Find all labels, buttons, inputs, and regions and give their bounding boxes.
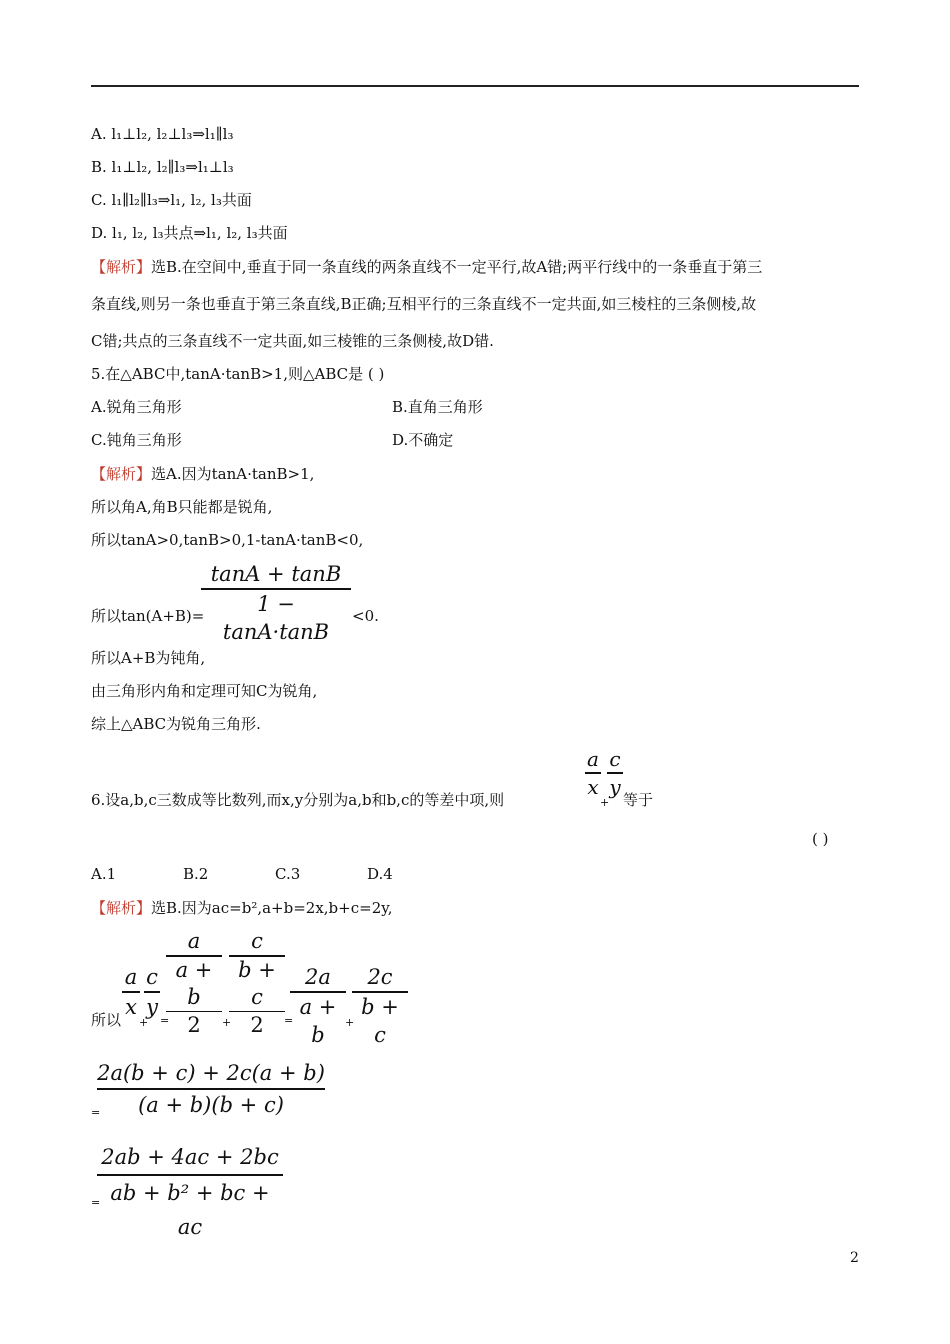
tan-sum-fraction bbox=[201, 560, 351, 646]
solution-5-line-7: 综上△ABC为锐角三角形. bbox=[91, 715, 261, 733]
solution-tag: 【解析】 bbox=[91, 465, 152, 483]
solution-5-suffix: <0. bbox=[352, 607, 379, 625]
fraction-denominator: 2 bbox=[187, 1013, 201, 1037]
fraction-denominator: x bbox=[125, 994, 137, 1019]
fraction-numerator: a bbox=[124, 965, 138, 989]
question-5-stem bbox=[91, 364, 384, 384]
plus-sign: + bbox=[139, 1016, 149, 1029]
fraction-numerator: 2ab + 4ac + 2bc bbox=[101, 1145, 279, 1169]
fraction-denominator: ab + b² + bc + ac bbox=[110, 1180, 270, 1239]
fraction-numerator: 2a(b + c) + 2c(a + b) bbox=[97, 1061, 325, 1085]
two-c-fraction bbox=[352, 963, 408, 1049]
solution-5-line-2: 所以角A,角B只能都是锐角, bbox=[91, 498, 273, 516]
solution-4-line-2: 条直线,则另一条也垂直于第三条直线,B正确;互相平行的三条直线不一定共面,如三棱柱的三条侧棱,故 bbox=[91, 295, 757, 313]
solution-6-line-1 bbox=[91, 898, 393, 918]
fraction-denominator: y bbox=[146, 994, 158, 1019]
fraction-denominator: y bbox=[609, 774, 621, 799]
solution-4-line-1 bbox=[91, 257, 762, 277]
solution-5-line-3: 所以tanA>0,tanB>0,1-tanA·tanB<0, bbox=[91, 531, 364, 549]
fraction-numerator: c bbox=[251, 929, 263, 953]
expanded-fraction bbox=[97, 1140, 283, 1244]
c-over-mean-fraction bbox=[229, 928, 285, 1039]
option-a: A. l₁⊥l₂, l₂⊥l₃⇒l₁∥l₃ bbox=[91, 125, 234, 143]
plus-sign: + bbox=[600, 796, 610, 809]
question-6-tail: 等于 bbox=[623, 791, 654, 809]
solution-tag: 【解析】 bbox=[91, 899, 152, 917]
equals-sign: = bbox=[160, 1014, 170, 1027]
fraction-denominator: a + b bbox=[299, 994, 337, 1047]
plus-sign: + bbox=[222, 1016, 232, 1029]
solution-5-prefix: 所以tan(A+B)= bbox=[91, 607, 205, 625]
q5-option-c: C.钝角三角形 bbox=[91, 431, 182, 449]
q6-option-c: C.3 bbox=[275, 865, 301, 883]
fraction-numerator: c bbox=[146, 965, 158, 989]
equals-sign: = bbox=[284, 1014, 294, 1027]
q6-option-a: A.1 bbox=[91, 865, 117, 883]
combined-fraction bbox=[97, 1058, 325, 1120]
solution-5-line-1 bbox=[91, 464, 314, 484]
equals-sign: = bbox=[91, 1196, 101, 1209]
page-number: 2 bbox=[850, 1250, 859, 1266]
q6-option-d: D.4 bbox=[367, 865, 393, 883]
solution-4-line-3: C错;共点的三条直线不一定共面,如三棱锥的三条侧棱,故D错. bbox=[91, 332, 494, 350]
q5-option-b: B.直角三角形 bbox=[392, 398, 483, 416]
fraction-numerator: 2a bbox=[305, 965, 331, 989]
q6-option-b: B.2 bbox=[183, 865, 209, 883]
solution-5-line-6: 由三角形内角和定理可知C为锐角, bbox=[91, 682, 318, 700]
c-over-y-fraction bbox=[607, 746, 623, 800]
fraction-denominator: 1 − tanA·tanB bbox=[222, 591, 330, 644]
fraction-denominator: (a + b)(b + c) bbox=[138, 1092, 284, 1117]
solution-tag: 【解析】 bbox=[91, 258, 152, 276]
solution-6-prefix: 所以 bbox=[91, 1011, 122, 1029]
fraction-numerator: a bbox=[187, 929, 201, 953]
a-over-mean-fraction bbox=[166, 928, 222, 1039]
header-rule bbox=[91, 85, 859, 87]
option-b: B. l₁⊥l₂, l₂∥l₃⇒l₁⊥l₃ bbox=[91, 158, 234, 176]
solution-text: 选A.因为tanA·tanB>1, bbox=[151, 465, 315, 483]
solution-text: 选B.在空间中,垂直于同一条直线的两条直线不一定平行,故A错;两平行线中的一条垂直于第三 bbox=[151, 258, 763, 276]
q5-option-a: A.锐角三角形 bbox=[91, 398, 182, 416]
a-over-x-fraction bbox=[585, 746, 601, 800]
fraction-numerator: 2c bbox=[367, 965, 393, 989]
c-over-y-fraction bbox=[144, 963, 160, 1021]
fraction-denominator: b + c bbox=[361, 994, 399, 1047]
option-c: C. l₁∥l₂∥l₃⇒l₁, l₂, l₃共面 bbox=[91, 191, 252, 209]
equals-sign: = bbox=[91, 1106, 101, 1119]
question-5-text: 5.在△ABC中,tanA·tanB>1,则△ABC是 bbox=[91, 365, 364, 383]
solution-5-line-5: 所以A+B为钝角, bbox=[91, 649, 206, 667]
solution-text: 选B.因为ac=b²,a+b=2x,b+c=2y, bbox=[151, 899, 393, 917]
fraction-numerator: c bbox=[609, 747, 621, 771]
inner-numerator: b + c bbox=[238, 957, 276, 1009]
inner-numerator: a + b bbox=[175, 957, 213, 1009]
q5-option-d: D.不确定 bbox=[392, 431, 454, 449]
fraction-denominator: x bbox=[587, 774, 599, 799]
fraction-numerator: a bbox=[587, 747, 599, 771]
question-6-stem: 6.设a,b,c三数成等比数列,而x,y分别为a,b和b,c的等差中项,则 bbox=[91, 791, 505, 809]
fraction-numerator: tanA + tanB bbox=[210, 562, 342, 586]
fraction-denominator: 2 bbox=[250, 1013, 264, 1037]
answer-paren: ( ) bbox=[812, 830, 829, 848]
two-a-fraction bbox=[290, 963, 346, 1049]
a-over-x-fraction bbox=[122, 963, 140, 1021]
plus-sign: + bbox=[345, 1016, 355, 1029]
option-d: D. l₁, l₂, l₃共点⇒l₁, l₂, l₃共面 bbox=[91, 224, 288, 242]
answer-paren: ( ) bbox=[367, 365, 385, 383]
